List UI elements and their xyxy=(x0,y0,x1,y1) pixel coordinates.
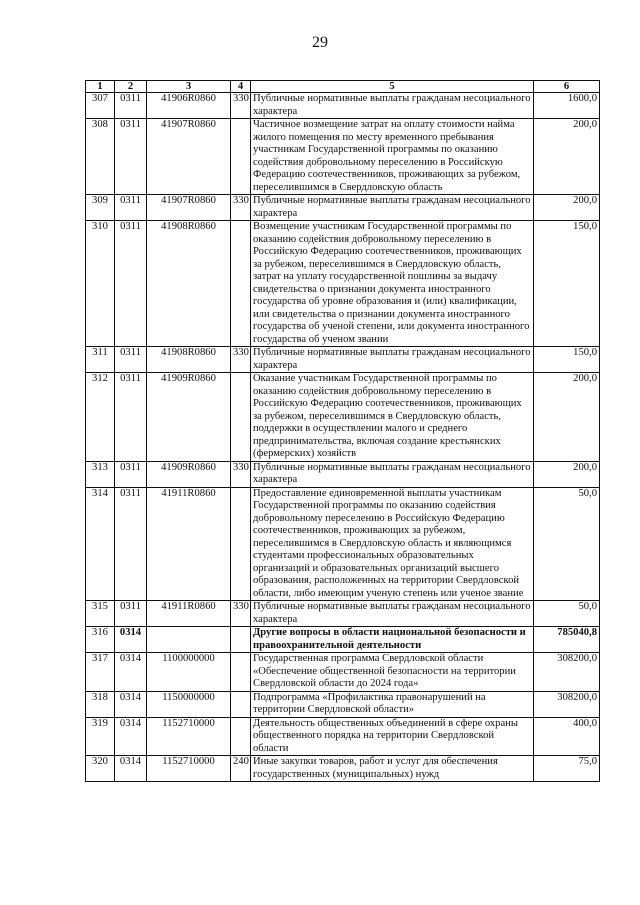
section-code: 0314 xyxy=(115,627,147,653)
table-row xyxy=(86,653,600,692)
row-name: Публичные нормативные выплаты гражданам несоциального характера xyxy=(251,93,534,119)
target-code: 1152710000 xyxy=(147,756,231,782)
column-header: 4 xyxy=(231,81,251,93)
target-code: 1150000000 xyxy=(147,691,231,717)
section-code: 0311 xyxy=(115,487,147,601)
target-code: 41908R0860 xyxy=(147,347,231,373)
row-name: Публичные нормативные выплаты гражданам несоциального характера xyxy=(251,601,534,627)
row-amount: 1600,0 xyxy=(534,93,600,119)
row-amount: 150,0 xyxy=(534,221,600,347)
section-code: 0311 xyxy=(115,221,147,347)
table-row xyxy=(86,93,600,119)
row-amount: 50,0 xyxy=(534,601,600,627)
row-amount: 308200,0 xyxy=(534,653,600,692)
column-header: 5 xyxy=(251,81,534,93)
expense-type xyxy=(231,717,251,756)
target-code: 41906R0860 xyxy=(147,93,231,119)
row-name: Государственная программа Свердловской области «Обеспечение общественной безопасности на территории Свердловской области до 2024 года» xyxy=(251,653,534,692)
row-number: 319 xyxy=(86,717,115,756)
table-row xyxy=(86,347,600,373)
table-row xyxy=(86,691,600,717)
row-number: 310 xyxy=(86,221,115,347)
row-name: Другие вопросы в области национальной безопасности и правоохранительной деятельности xyxy=(251,627,534,653)
expense-type xyxy=(231,487,251,601)
column-header: 3 xyxy=(147,81,231,93)
section-code: 0311 xyxy=(115,461,147,487)
row-number: 320 xyxy=(86,756,115,782)
row-amount: 400,0 xyxy=(534,717,600,756)
row-name: Публичные нормативные выплаты гражданам несоциального характера xyxy=(251,195,534,221)
table-row xyxy=(86,373,600,462)
row-name: Предоставление единовременной выплаты участникам Государственной программы по оказанию содействия добровольному переселению в Российскую Федерацию соотечественников, проживающих за рубежом, переселившимся в Свердловскую область и являющимся студентами профессиональных образовательных организаций и образовательных организаций высшего образования, расположенных на территории Свердловской области, либо имеющим ученую степень или ученое звание xyxy=(251,487,534,601)
row-amount: 200,0 xyxy=(534,119,600,195)
row-amount: 200,0 xyxy=(534,461,600,487)
target-code: 41907R0860 xyxy=(147,119,231,195)
expense-type xyxy=(231,627,251,653)
section-code: 0311 xyxy=(115,195,147,221)
column-header: 6 xyxy=(534,81,600,93)
table-row xyxy=(86,461,600,487)
table-row xyxy=(86,487,600,601)
expense-type: 330 xyxy=(231,195,251,221)
section-code: 0314 xyxy=(115,691,147,717)
row-amount: 785040,8 xyxy=(534,627,600,653)
row-name: Подпрограмма «Профилактика правонарушений на территории Свердловской области» xyxy=(251,691,534,717)
target-code: 41908R0860 xyxy=(147,221,231,347)
row-number: 313 xyxy=(86,461,115,487)
row-amount: 150,0 xyxy=(534,347,600,373)
target-code: 41909R0860 xyxy=(147,461,231,487)
table-body xyxy=(86,93,600,782)
row-number: 311 xyxy=(86,347,115,373)
row-amount: 75,0 xyxy=(534,756,600,782)
target-code: 41907R0860 xyxy=(147,195,231,221)
row-name: Частичное возмещение затрат на оплату стоимости найма жилого помещения по месту временного пребывания участникам Государственной программы по оказанию содействия добровольному переселению в Российскую Федерацию соотечественников, проживающих за рубежом, переселившимся в Свердловскую область xyxy=(251,119,534,195)
row-number: 307 xyxy=(86,93,115,119)
table-row xyxy=(86,717,600,756)
row-number: 308 xyxy=(86,119,115,195)
section-code: 0311 xyxy=(115,601,147,627)
table-row xyxy=(86,756,600,782)
row-name: Оказание участникам Государственной программы по оказанию содействия добровольному переселению в Российскую Федерацию соотечественников, проживающих за рубежом, переселившимся в Свердловскую область, поддержки в осуществлении малого и среднего предпринимательства, включая создание крестьянских (фермерских) хозяйств xyxy=(251,373,534,462)
row-amount: 200,0 xyxy=(534,373,600,462)
column-header: 1 xyxy=(86,81,115,93)
row-number: 314 xyxy=(86,487,115,601)
row-number: 315 xyxy=(86,601,115,627)
section-code: 0314 xyxy=(115,756,147,782)
section-code: 0311 xyxy=(115,373,147,462)
table-row xyxy=(86,627,600,653)
table-row xyxy=(86,195,600,221)
header-row xyxy=(86,81,600,93)
row-number: 312 xyxy=(86,373,115,462)
row-number: 316 xyxy=(86,627,115,653)
expense-type: 330 xyxy=(231,601,251,627)
expense-type xyxy=(231,119,251,195)
table-row xyxy=(86,601,600,627)
row-number: 317 xyxy=(86,653,115,692)
expense-type: 330 xyxy=(231,461,251,487)
section-code: 0311 xyxy=(115,119,147,195)
expense-type xyxy=(231,373,251,462)
budget-table xyxy=(85,80,600,782)
target-code xyxy=(147,627,231,653)
page-number: 29 xyxy=(312,34,328,51)
row-name: Публичные нормативные выплаты гражданам несоциального характера xyxy=(251,461,534,487)
row-name: Деятельность общественных объединений в сфере охраны общественного порядка на территории Свердловской области xyxy=(251,717,534,756)
section-code: 0314 xyxy=(115,653,147,692)
row-name: Иные закупки товаров, работ и услуг для обеспечения государственных (муниципальных) нужд xyxy=(251,756,534,782)
row-name: Возмещение участникам Государственной программы по оказанию содействия добровольному переселению в Российскую Федерацию соотечественников, проживающих за рубежом, переселившимся в Свердловскую область, затрат на уплату государственной пошлины за выдачу свидетельства о признании документа иностранного государства об уровне образования и (или) квалификации, или свидетельства о признании документа иностранного государства об ученой степени, или документа иностранного государства об ученом звании xyxy=(251,221,534,347)
table-header xyxy=(86,81,600,93)
row-amount: 200,0 xyxy=(534,195,600,221)
section-code: 0314 xyxy=(115,717,147,756)
target-code: 41911R0860 xyxy=(147,487,231,601)
expense-type: 240 xyxy=(231,756,251,782)
table-row xyxy=(86,119,600,195)
target-code: 1152710000 xyxy=(147,717,231,756)
expense-type: 330 xyxy=(231,347,251,373)
expense-type xyxy=(231,221,251,347)
row-number: 318 xyxy=(86,691,115,717)
target-code: 41909R0860 xyxy=(147,373,231,462)
table-row xyxy=(86,221,600,347)
row-number: 309 xyxy=(86,195,115,221)
section-code: 0311 xyxy=(115,93,147,119)
column-header: 2 xyxy=(115,81,147,93)
row-name: Публичные нормативные выплаты гражданам несоциального характера xyxy=(251,347,534,373)
expense-type xyxy=(231,653,251,692)
section-code: 0311 xyxy=(115,347,147,373)
expense-type: 330 xyxy=(231,93,251,119)
row-amount: 308200,0 xyxy=(534,691,600,717)
target-code: 41911R0860 xyxy=(147,601,231,627)
row-amount: 50,0 xyxy=(534,487,600,601)
target-code: 1100000000 xyxy=(147,653,231,692)
expense-type xyxy=(231,691,251,717)
